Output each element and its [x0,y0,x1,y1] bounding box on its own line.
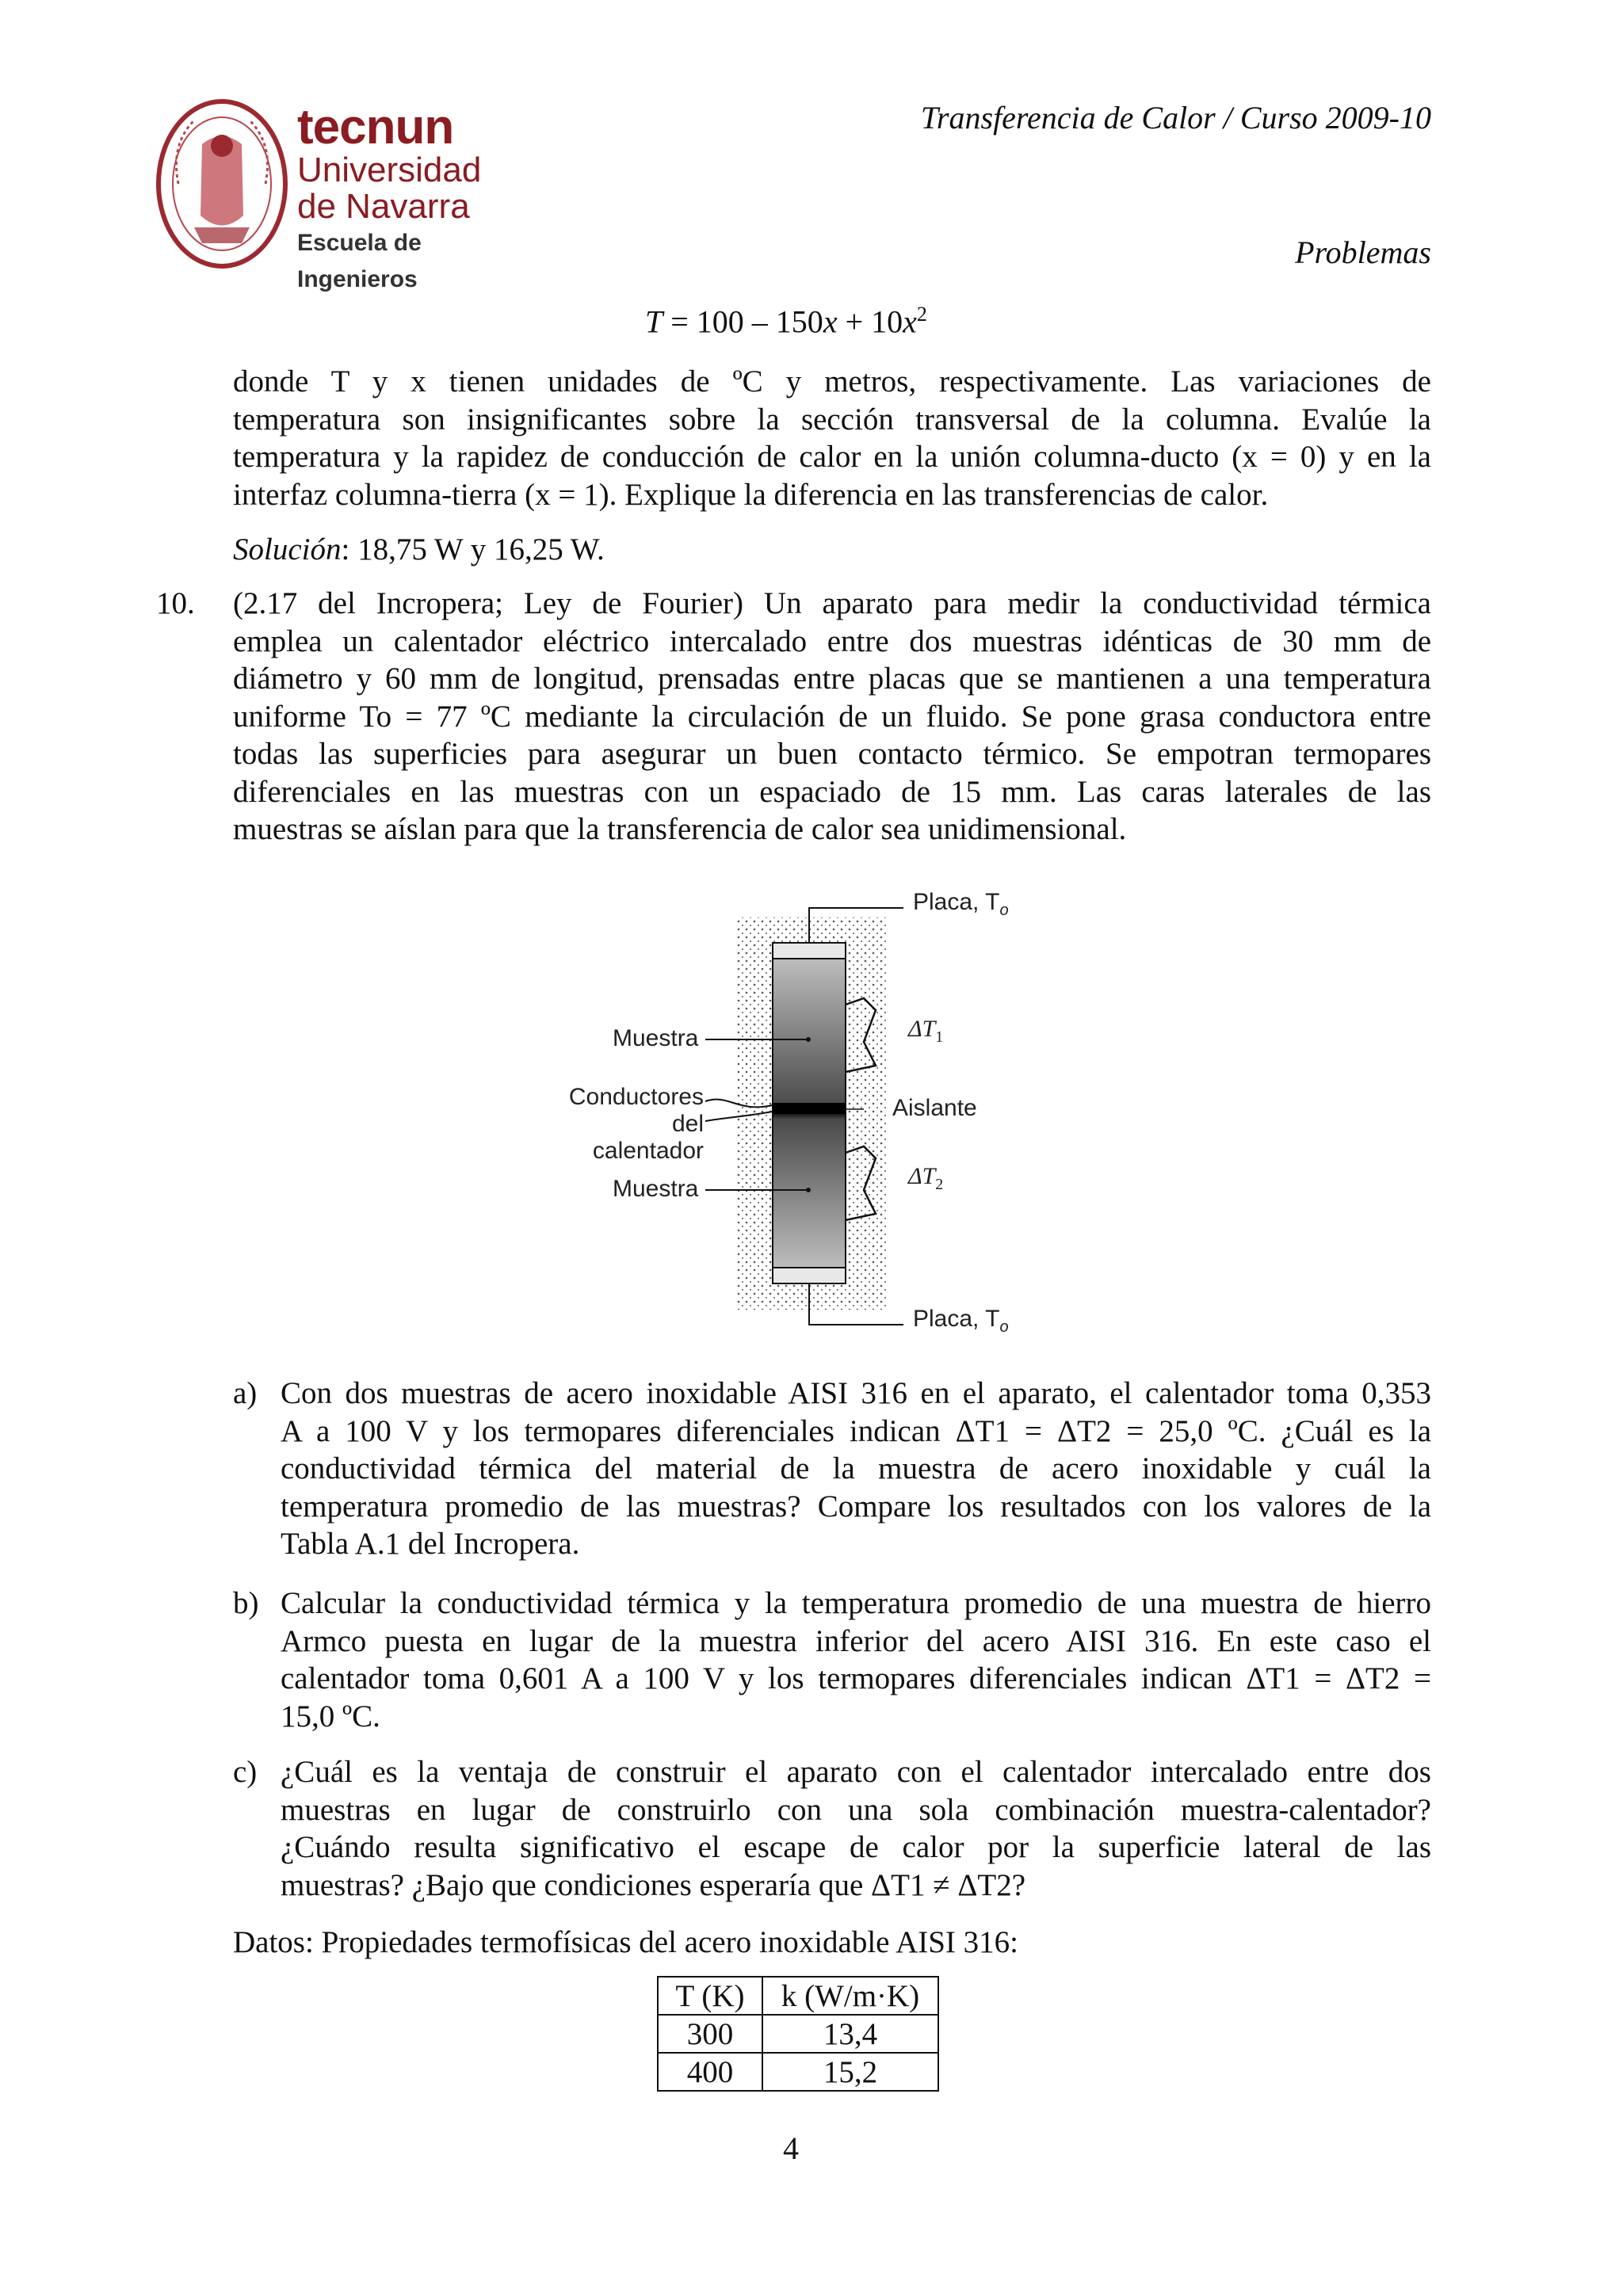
item-c-text [281,1753,1431,1904]
label-conductores: Conductores del calentador [568,1084,704,1164]
eq-lhs: T [645,303,663,340]
logo-school: Escuela de Ingenieros [297,230,422,292]
item-c-label: c) [233,1755,258,1789]
problem10-line: diámetro y 60 mm de longitud, prensadas entre placas que se mantienen a una temperatura [233,662,1431,696]
page-number: 4 [783,2130,799,2166]
eq-var: x [823,303,838,340]
item-a-line: conductividad térmica del material de la muestra de acero inoxidable y cuál la [281,1451,1431,1486]
item-b-line: calentador toma 0,601 A a 100 V y los termopares diferenciales indican ΔT1 = ΔT2 = [281,1661,1431,1695]
top-plate [773,943,846,959]
prev-problem-text [233,363,1431,513]
item-c-line: ¿Cuál es la ventaja de construir el aparato con el calentador intercalado entre dos [281,1755,1431,1789]
label-muestra-top: Muestra [613,1025,699,1051]
problem10-line: diferenciales en las muestras con un espaciado de 15 mm. Las caras laterales de las [233,774,1431,809]
problem10-text [233,585,1431,849]
heater [773,1103,846,1114]
problem10-line: emplea un calentador eléctrico intercalado entre dos muestras idénticas de 30 mm de [233,624,1431,658]
problem10-line: muestras se aíslan para que la transferencia de calor sea unidimensional. [233,812,1127,846]
table-header: k (W/m·K) [762,1977,938,2015]
properties-table [657,1976,939,2092]
prev-line: donde T y x tienen unidades de ºC y metros, respectivamente. Las variaciones de [233,364,1431,399]
table-row [658,2015,938,2053]
table-header: T (K) [658,1977,762,2015]
item-b-text [281,1585,1431,1735]
problem10-line: (2.17 del Incropera; Ley de Fourier) Un aparato para medir la conductividad térmica [233,586,1431,620]
problem10-line: uniforme To = 77 ºC mediante la circulación de un fluido. Se pone grasa conductora entre [233,699,1431,734]
item-c-line: ¿Cuándo resulta significativo el escape de calor por la superficie lateral de las [281,1830,1431,1864]
course-header: Transferencia de Calor / Curso 2009-10 [920,100,1431,135]
item-a-label: a) [233,1376,258,1410]
problem-number: 10. [156,586,195,620]
prev-line: interfaz columna-tierra (x = 1). Explique la diferencia en las transferencias de calor. [233,477,1269,512]
table-cell: 300 [658,2015,762,2053]
item-c-line: muestras en lugar de construirlo con una sola combinación muestra-calentador? [281,1792,1431,1827]
solution [233,531,605,569]
label-aislante: Aislante [892,1095,977,1121]
logo-university: Universidad [297,151,482,189]
logo-name: tecnun [297,100,454,154]
table-row [658,2053,938,2091]
label-placa-top: Placa, $T_o$ [913,889,1009,919]
bottom-plate [773,1268,846,1283]
equation [645,303,927,340]
label-placa-bottom: Placa, $T_o$ [913,1306,1009,1336]
label-dt1: $\Delta T_1$ [908,1016,944,1046]
table-cell: 15,2 [762,2053,938,2091]
datos-text: Datos: Propiedades termofísicas del acero inoxidable AISI 316: [233,1925,1018,1959]
university-logo [155,97,535,292]
solution-text: : 18,75 W y 16,25 W. [341,532,605,566]
item-b-line: 15,0 ºC. [281,1699,380,1733]
eq-var2: x [903,303,917,340]
item-a-line: Con dos muestras de acero inoxidable AISI 316 en el aparato, el calentador toma 0,353 [281,1376,1431,1410]
table-cell: 400 [658,2053,762,2091]
eq-rest: + 10 [837,303,903,340]
prev-line: temperatura son insignificantes sobre la sección transversal de la columna. Evalúe la [233,402,1431,437]
item-b-label: b) [233,1586,259,1620]
table-cell: 13,4 [762,2015,938,2053]
label-dt2: $\Delta T_2$ [908,1163,944,1193]
item-a-line: Tabla A.1 del Incropera. [281,1527,580,1561]
item-a-line: A a 100 V y los termopares diferenciales indican ΔT1 = ΔT2 = 25,0 ºC. ¿Cuál es la [281,1413,1431,1448]
apparatus-figure [539,879,1078,1355]
university-seal-icon [155,97,289,271]
item-a-line: temperatura promedio de las muestras? Compare los resultados con los valores de la [281,1489,1431,1524]
table-header-row [658,1977,938,2015]
section-header: Problemas [1295,235,1431,270]
label-muestra-bottom: Muestra [613,1176,699,1202]
eq-rhs: = 100 – 150 [663,303,823,340]
item-b-line: Calcular la conductividad térmica y la temperatura promedio de una muestra de hierro [281,1586,1431,1620]
item-c-line: muestras? ¿Bajo que condiciones esperaría que ΔT1 ≠ ΔT2? [281,1867,1026,1902]
problem10-line: todas las superficies para asegurar un buen contacto térmico. Se empotran termopares [233,737,1431,771]
item-a-text [281,1375,1431,1563]
item-b-line: Armco puesta en lugar de la muestra inferior del acero AISI 316. En este caso el [281,1623,1431,1658]
solution-label: Solución [233,532,342,566]
prev-line: temperatura y la rapidez de conducción de calor en la unión columna-ducto (x = 0) y en la [233,440,1431,474]
eq-exp: 2 [916,303,927,326]
logo-university-2: de Navarra [297,187,470,226]
